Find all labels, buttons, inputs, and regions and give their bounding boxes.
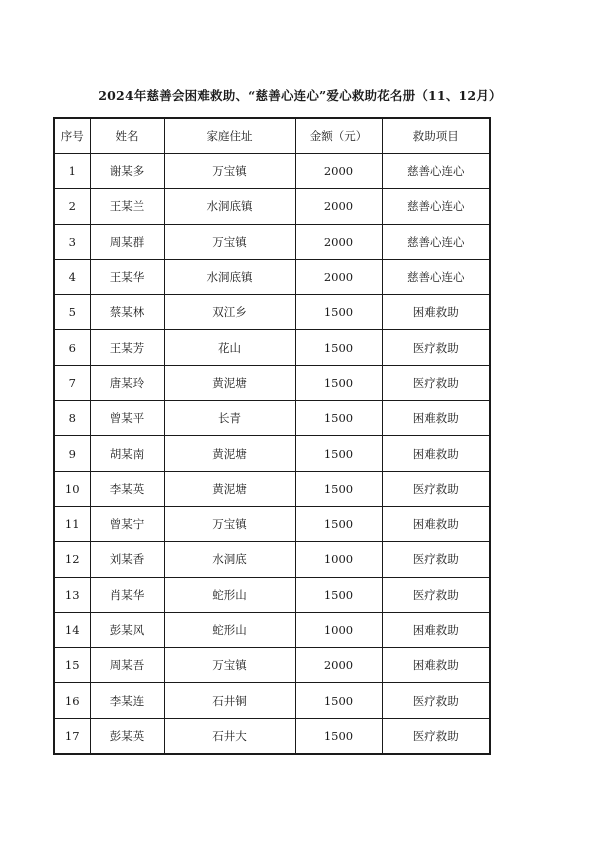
cell-project: 慈善心连心 <box>382 259 490 294</box>
cell-index: 10 <box>54 471 90 506</box>
cell-amount: 2000 <box>295 224 382 259</box>
cell-address: 黄泥塘 <box>164 471 295 506</box>
table-row <box>54 612 490 647</box>
cell-index: 5 <box>54 295 90 330</box>
cell-name: 曾某平 <box>90 401 164 436</box>
table-row <box>54 648 490 683</box>
cell-name: 王某兰 <box>90 189 164 224</box>
cell-index: 11 <box>54 506 90 541</box>
cell-name: 彭某英 <box>90 718 164 754</box>
cell-index: 12 <box>54 542 90 577</box>
cell-project: 慈善心连心 <box>382 224 490 259</box>
table-row <box>54 365 490 400</box>
cell-name: 唐某玲 <box>90 365 164 400</box>
cell-index: 17 <box>54 718 90 754</box>
table-row <box>54 436 490 471</box>
cell-amount: 2000 <box>295 154 382 189</box>
cell-project: 慈善心连心 <box>382 154 490 189</box>
table-row <box>54 295 490 330</box>
cell-name: 彭某风 <box>90 612 164 647</box>
cell-address: 水洞底镇 <box>164 189 295 224</box>
cell-project: 医疗救助 <box>382 542 490 577</box>
table-row <box>54 506 490 541</box>
cell-index: 8 <box>54 401 90 436</box>
header-project: 救助项目 <box>382 118 490 154</box>
cell-address: 蛇形山 <box>164 612 295 647</box>
cell-address: 蛇形山 <box>164 577 295 612</box>
cell-name: 周某群 <box>90 224 164 259</box>
cell-name: 曾某宁 <box>90 506 164 541</box>
table-row <box>54 154 490 189</box>
cell-address: 长青 <box>164 401 295 436</box>
document-title: 2024年慈善会困难救助、“慈善心连心”爱心救助花名册（11、12月） <box>98 88 502 103</box>
cell-amount: 1500 <box>295 577 382 612</box>
cell-project: 困难救助 <box>382 436 490 471</box>
cell-amount: 1500 <box>295 718 382 754</box>
cell-address: 双江乡 <box>164 295 295 330</box>
cell-project: 医疗救助 <box>382 718 490 754</box>
cell-project: 困难救助 <box>382 612 490 647</box>
cell-name: 蔡某林 <box>90 295 164 330</box>
cell-address: 水洞底 <box>164 542 295 577</box>
cell-project: 医疗救助 <box>382 577 490 612</box>
cell-amount: 2000 <box>295 259 382 294</box>
table-row <box>54 330 490 365</box>
table-row <box>54 259 490 294</box>
cell-amount: 1500 <box>295 436 382 471</box>
cell-amount: 1000 <box>295 542 382 577</box>
cell-project: 困难救助 <box>382 295 490 330</box>
cell-name: 肖某华 <box>90 577 164 612</box>
cell-name: 胡某南 <box>90 436 164 471</box>
cell-address: 黄泥塘 <box>164 436 295 471</box>
header-address: 家庭住址 <box>164 118 295 154</box>
cell-project: 慈善心连心 <box>382 189 490 224</box>
cell-amount: 1500 <box>295 330 382 365</box>
cell-index: 7 <box>54 365 90 400</box>
cell-amount: 1500 <box>295 295 382 330</box>
table-row <box>54 683 490 718</box>
table-row <box>54 224 490 259</box>
table-row <box>54 718 490 754</box>
cell-project: 困难救助 <box>382 401 490 436</box>
cell-index: 1 <box>54 154 90 189</box>
cell-address: 黄泥塘 <box>164 365 295 400</box>
cell-amount: 2000 <box>295 648 382 683</box>
cell-name: 李某英 <box>90 471 164 506</box>
cell-amount: 1500 <box>295 506 382 541</box>
cell-address: 水洞底镇 <box>164 259 295 294</box>
cell-project: 困难救助 <box>382 506 490 541</box>
cell-address: 花山 <box>164 330 295 365</box>
table-row <box>54 471 490 506</box>
cell-amount: 1500 <box>295 683 382 718</box>
cell-name: 王某华 <box>90 259 164 294</box>
cell-project: 医疗救助 <box>382 365 490 400</box>
cell-index: 3 <box>54 224 90 259</box>
table-row <box>54 542 490 577</box>
cell-index: 9 <box>54 436 90 471</box>
cell-name: 李某连 <box>90 683 164 718</box>
table-row <box>54 189 490 224</box>
cell-project: 困难救助 <box>382 648 490 683</box>
cell-project: 医疗救助 <box>382 471 490 506</box>
header-index: 序号 <box>54 118 90 154</box>
cell-index: 16 <box>54 683 90 718</box>
cell-index: 13 <box>54 577 90 612</box>
cell-project: 医疗救助 <box>382 330 490 365</box>
header-amount: 金额（元） <box>295 118 382 154</box>
table-row <box>54 401 490 436</box>
cell-name: 刘某香 <box>90 542 164 577</box>
cell-index: 6 <box>54 330 90 365</box>
header-name: 姓名 <box>90 118 164 154</box>
table-row <box>54 577 490 612</box>
relief-roster-table <box>53 117 491 755</box>
cell-address: 万宝镇 <box>164 154 295 189</box>
cell-amount: 2000 <box>295 189 382 224</box>
cell-address: 万宝镇 <box>164 224 295 259</box>
cell-project: 医疗救助 <box>382 683 490 718</box>
cell-amount: 1500 <box>295 471 382 506</box>
cell-amount: 1500 <box>295 365 382 400</box>
cell-index: 2 <box>54 189 90 224</box>
cell-amount: 1000 <box>295 612 382 647</box>
table-header-row <box>54 118 490 154</box>
cell-address: 石井铜 <box>164 683 295 718</box>
cell-index: 4 <box>54 259 90 294</box>
cell-name: 谢某多 <box>90 154 164 189</box>
cell-address: 石井大 <box>164 718 295 754</box>
cell-amount: 1500 <box>295 401 382 436</box>
cell-index: 14 <box>54 612 90 647</box>
cell-address: 万宝镇 <box>164 648 295 683</box>
cell-name: 周某吾 <box>90 648 164 683</box>
cell-name: 王某芳 <box>90 330 164 365</box>
cell-address: 万宝镇 <box>164 506 295 541</box>
cell-index: 15 <box>54 648 90 683</box>
